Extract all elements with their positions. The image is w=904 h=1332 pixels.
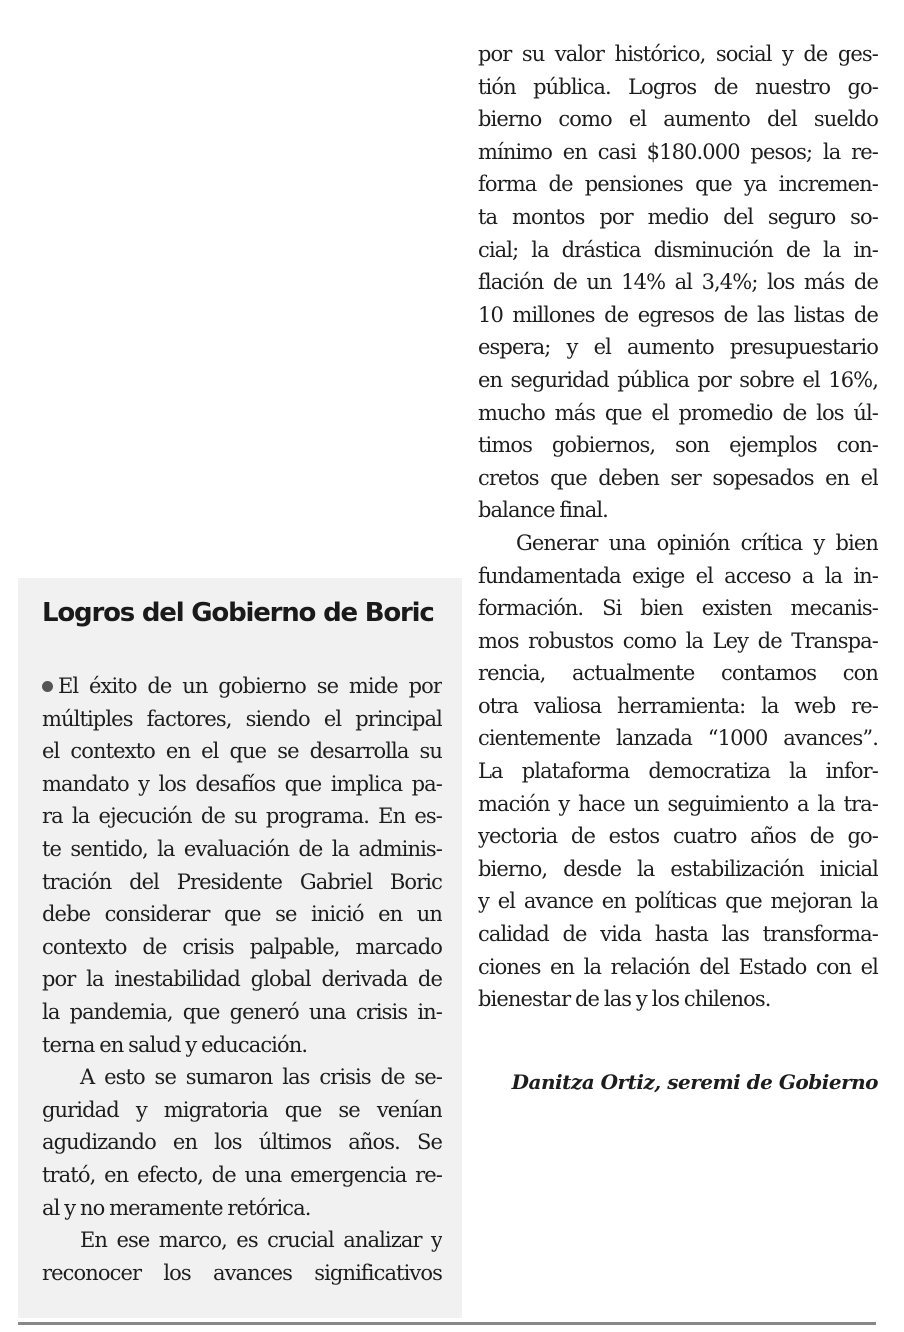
text-line: mación y hace un seguimiento a la tra-	[478, 791, 878, 816]
text-line: formación. Si bien existen mecanis-	[478, 596, 878, 621]
text-line: balance final.	[478, 498, 608, 523]
text-line: contexto de crisis palpable, marcado	[42, 934, 442, 959]
text-line: te sentido, la evaluación de la adminis-	[42, 836, 442, 861]
text-line: mínimo en casi $180.000 pesos; la re-	[478, 139, 878, 164]
right-text-column	[478, 38, 878, 1016]
text-line: por la inestabilidad global derivada de	[42, 967, 442, 992]
text-line: timos gobiernos, son ejemplos con-	[478, 433, 878, 458]
paragraph	[42, 1061, 442, 1224]
text-line: forma de pensiones que ya incremen-	[478, 172, 878, 197]
text-line: múltiples factores, siendo el principal	[42, 706, 442, 731]
text-line: calidad de vida hasta las transforma-	[478, 922, 878, 947]
paragraph	[478, 38, 878, 527]
paragraph	[478, 527, 878, 1016]
text-line: el contexto en el que se desarrolla su	[42, 739, 442, 764]
text-line: En ese marco, es crucial analizar y	[80, 1228, 442, 1253]
text-line: al y no meramente retórica.	[42, 1195, 311, 1220]
text-line: ta montos por medio del seguro so-	[478, 204, 878, 229]
article-headline: Logros del Gobierno de Boric	[42, 598, 434, 628]
text-line: tración del Presidente Gabriel Boric	[42, 869, 442, 894]
bullet-icon	[42, 681, 53, 692]
left-text-column	[42, 670, 442, 1289]
text-line: mandato y los desafíos que implica pa-	[42, 771, 442, 796]
text-line: agudizando en los últimos años. Se	[42, 1130, 442, 1155]
text-line: fundamentada exige el acceso a la in-	[478, 563, 878, 588]
author-signature: Danitza Ortiz, seremi de Gobierno	[511, 1070, 878, 1094]
text-line: mos robustos como la Ley de Transpa-	[478, 628, 878, 653]
text-line: guridad y migratoria que se venían	[42, 1097, 442, 1122]
text-line: en seguridad pública por sobre el 16%,	[478, 367, 878, 392]
text-line: cretos que deben ser sopesados en el	[478, 465, 878, 490]
text-line: yectoria de estos cuatro años de go-	[478, 824, 878, 849]
text-line: por su valor histórico, social y de ges-	[478, 42, 878, 66]
text-line: otra valiosa herramienta: la web re-	[478, 693, 878, 718]
text-line: rencia, actualmente contamos con	[478, 661, 878, 686]
text-line: flación de un 14% al 3,4%; los más de	[478, 270, 878, 295]
text-line: reconocer los avances significativos	[42, 1260, 442, 1285]
text-line: bierno como el aumento del sueldo	[478, 107, 878, 132]
text-line: bienestar de las y los chilenos.	[478, 987, 771, 1012]
bottom-divider	[18, 1322, 876, 1325]
text-line: y el avance en políticas que mejoran la	[478, 889, 878, 914]
text-line: 10 millones de egresos de las listas de	[478, 302, 878, 327]
paragraph	[42, 670, 442, 1061]
text-line: A esto se sumaron las crisis de se-	[80, 1065, 442, 1090]
text-line: cial; la drástica disminución de la in-	[478, 237, 878, 262]
text-line: trató, en efecto, de una emergencia re-	[42, 1162, 442, 1187]
text-line: tión pública. Logros de nuestro go-	[478, 74, 878, 99]
text-line: mucho más que el promedio de los úl-	[478, 400, 878, 425]
text-line: ciones en la relación del Estado con el	[478, 954, 878, 979]
text-line: la pandemia, que generó una crisis in-	[42, 999, 442, 1024]
text-line: La plataforma democratiza la infor-	[478, 759, 878, 784]
text-line: cientemente lanzada “1000 avances”.	[478, 726, 878, 751]
text-line: El éxito de un gobierno se mide por	[42, 670, 442, 703]
text-line: bierno, desde la estabilización inicial	[478, 856, 878, 881]
text-line: debe considerar que se inició en un	[42, 902, 442, 927]
text-line: espera; y el aumento presupuestario	[478, 335, 878, 360]
text-line: terna en salud y educación.	[42, 1032, 308, 1057]
text-line: Generar una opinión crítica y bien	[516, 530, 878, 555]
paragraph	[42, 1224, 442, 1289]
text-line: ra la ejecución de su programa. En es-	[42, 804, 442, 829]
